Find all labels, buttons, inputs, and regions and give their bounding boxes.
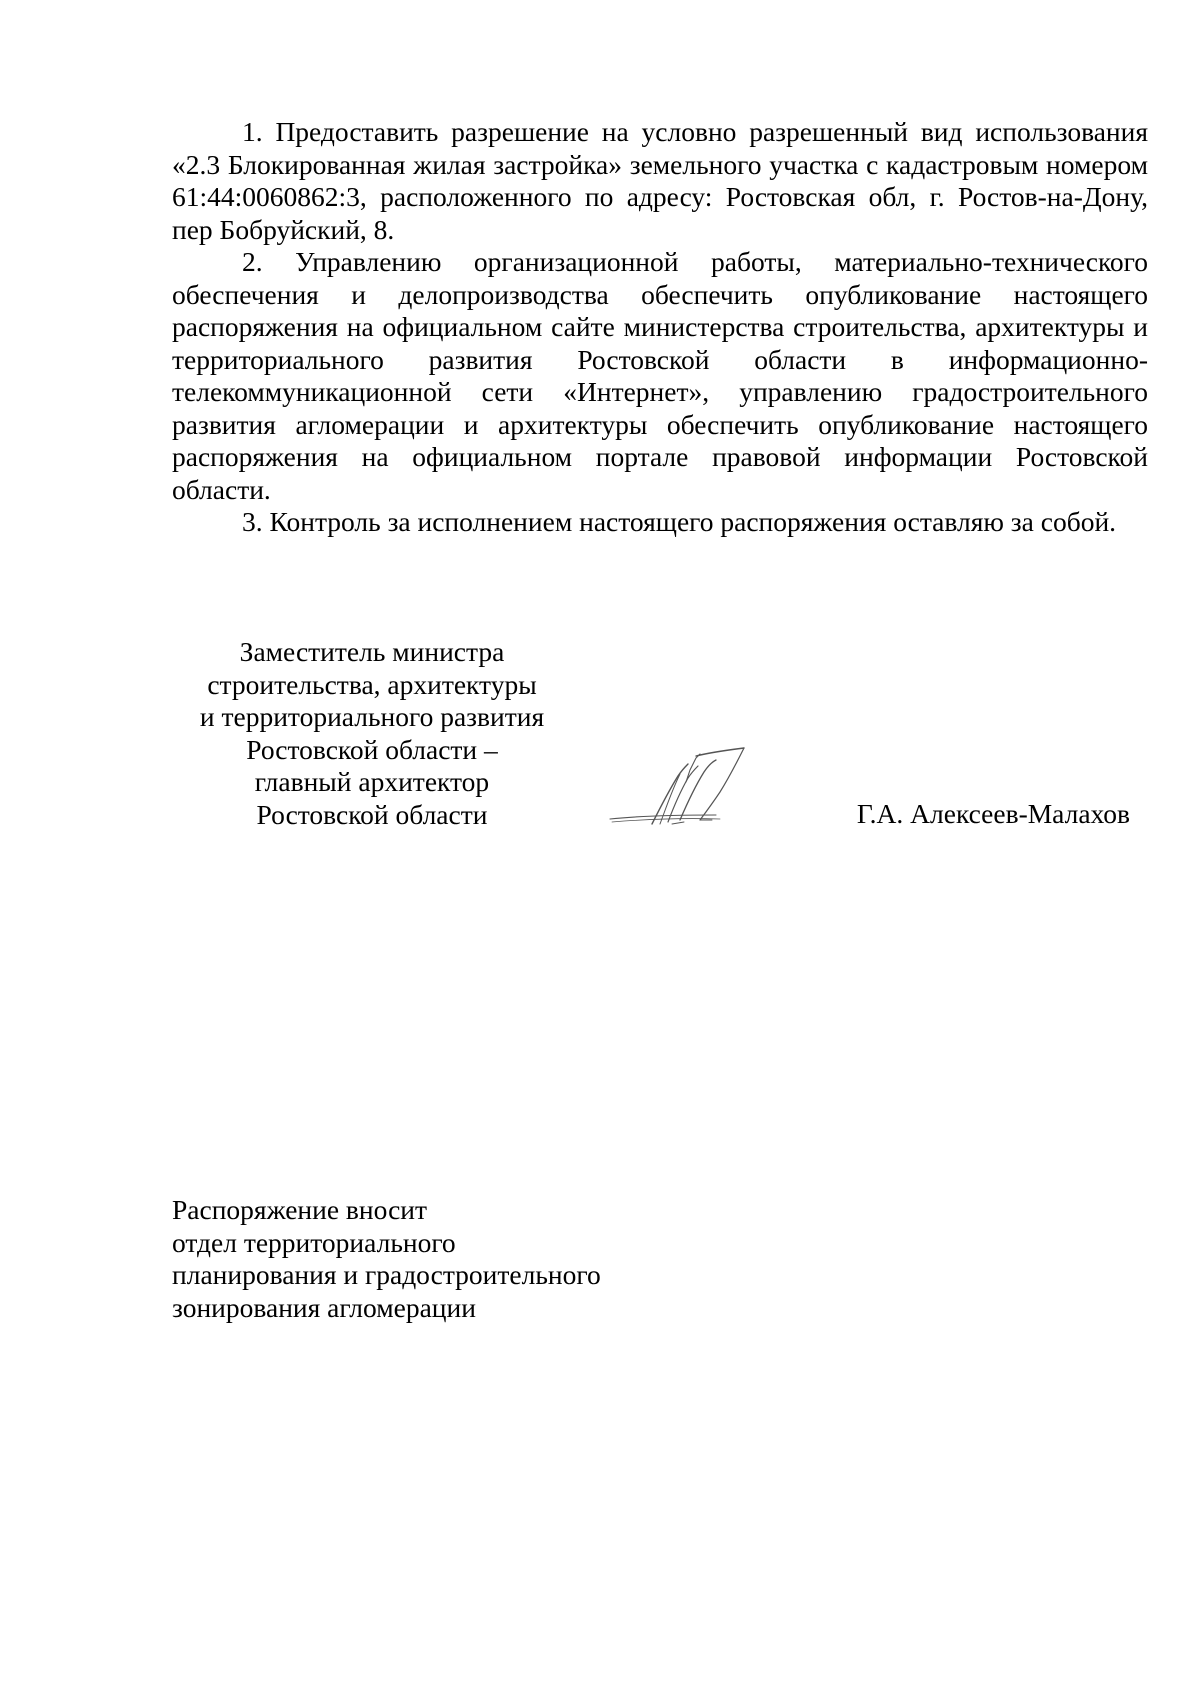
- submitted-by-line: зонирования агломерации: [172, 1291, 476, 1323]
- signer-position-line: и территориального развития: [199, 701, 545, 732]
- submitted-by-line: отдел территориального: [172, 1226, 456, 1258]
- signer-name: Г.А. Алексеев-Малахов: [856, 798, 1130, 829]
- order-item-1: 1. Предоставить разрешение на условно разрешенный вид использования «2.3 Блокированная жилая застройка» земельного участка с кадастровым номером 61:44:0060862:3, расположенного по адресу: Ростовская обл, г. Ростов-на-Дону, пер Бобруйский, 8.: [172, 116, 1148, 245]
- signer-position-line: Заместитель министра: [239, 636, 505, 667]
- signer-position: [172, 636, 572, 831]
- order-item-2: 2. Управлению организационной работы, материально-технического обеспечения и делопроизводства обеспечить опубликование настоящего распоряжения на официальном сайте министерства строительства, архитектуры и территориального развития Ростовской области в информационно-телекоммуникационной сети «Интернет», управлению градостроительного развития агломерации и архитектуры обеспечить опубликование настоящего распоряжения на официальном портале правовой информации Ростовской области.: [172, 246, 1148, 505]
- order-body: [172, 116, 1148, 539]
- signature-block: [172, 636, 1148, 836]
- submitted-by-line: Распоряжение вносит: [172, 1194, 428, 1225]
- signer-position-line: Ростовской области –: [246, 733, 498, 765]
- submitted-by-note: [172, 1194, 772, 1324]
- signer-position-line: Ростовской области: [256, 798, 488, 830]
- signer-position-line: главный архитектор: [254, 766, 490, 797]
- submitted-by-line: планирования и градостроительного: [172, 1259, 601, 1290]
- handwritten-signature: [608, 746, 754, 830]
- order-item-3: 3. Контроль за исполнением настоящего распоряжения оставляю за собой.: [242, 506, 1117, 537]
- signer-position-line: строительства, архитектуры: [207, 668, 537, 700]
